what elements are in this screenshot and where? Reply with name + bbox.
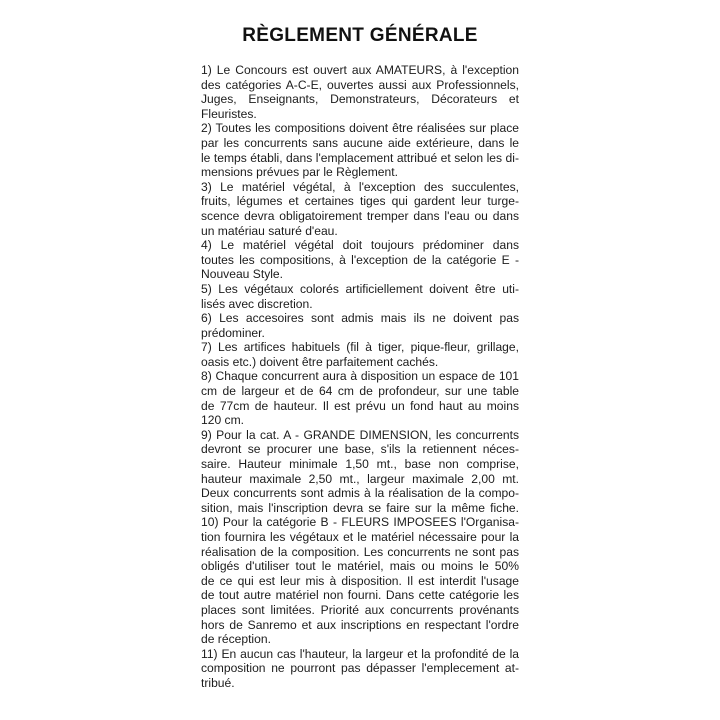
rule-paragraph-5: [201, 282, 519, 311]
rule-text-line: Juges, Enseignants, Demonstrateurs, Décorateurs et: [201, 92, 519, 107]
rule-text-line: toutes les compositions, à l'exception de la catégorie E -: [201, 252, 519, 267]
rule-text-line: de 77cm de hauteur. Il est prévu un fond haut au moins: [201, 398, 519, 413]
rule-text-line: obligés d'utiliser tout le matériel, mais ou moins le 50%: [201, 559, 519, 574]
rule-text-line: 120 cm.: [201, 413, 245, 428]
rules-body: [201, 63, 519, 691]
rule-text-line: devront se procurer une base, s'ils la retiennent néces-: [201, 442, 519, 457]
rule-text-line: un matériau saturé d'eau.: [201, 223, 338, 238]
rule-text-line: oasis etc.) doivent être parfaitement cachés.: [201, 354, 439, 369]
rule-text-line: hauteur maximale 2,50 mt., largeur maximale 2,00 mt.: [201, 471, 519, 486]
rule-text-line: 2) Toutes les compositions doivent être réalisées sur place: [201, 121, 519, 136]
rule-text-line: fruits, légumes et certaines tiges qui gardent leur turge-: [201, 194, 519, 209]
rule-text-line: 1) Le Concours est ouvert aux AMATEURS, à l'exception: [201, 63, 519, 77]
rule-text-line: prédominer.: [201, 325, 265, 340]
rule-text-line: mensions prévues par le Règlement.: [201, 165, 398, 180]
rule-text-line: réalisation de la composition. Les concurrents ne sont pas: [201, 544, 519, 559]
rule-paragraph-2: [201, 121, 519, 179]
rule-paragraph-1: [201, 63, 519, 121]
rule-text-line: tion fournira les végétaux et le matériel nécessaire pour la: [201, 530, 519, 544]
rule-text-line: scence devra obligatoirement tremper dans l'eau ou dans: [201, 208, 519, 223]
rule-text-line: 10) Pour la catégorie B - FLEURS IMPOSEES l'Organisa-: [201, 515, 519, 530]
rule-paragraph-8: [201, 369, 519, 427]
rule-text-line: par les concurrents sans aucune aide extérieure, dans le: [201, 135, 519, 150]
rule-text-line: cm de largeur et de 64 cm de profondeur, sur une table: [201, 384, 519, 399]
rule-text-line: 4) Le matériel végétal doit toujours prédominer dans: [201, 238, 519, 253]
document-title: RÈGLEMENT GÉNÉRALE: [242, 25, 478, 46]
rule-paragraph-9: [201, 428, 519, 516]
rule-paragraph-11: [201, 647, 519, 691]
rule-text-line: 8) Chaque concurrent aura à disposition un espace de 101: [201, 369, 519, 384]
rule-text-line: 6) Les accesoires sont admis mais ils ne doivent pas: [201, 311, 519, 326]
rule-text-line: places sont limitées. Priorité aux concurrents provénants: [201, 602, 519, 617]
rule-text-line: de réception.: [201, 632, 271, 647]
rule-paragraph-10: [201, 515, 519, 646]
rule-paragraph-4: [201, 238, 519, 282]
rule-text-line: Nouveau Style.: [201, 267, 284, 282]
rule-text-line: saire. Hauteur minimale 1,50 mt., base non comprise,: [201, 457, 519, 472]
rule-paragraph-7: [201, 340, 519, 369]
rule-paragraph-6: [201, 311, 519, 340]
rule-text-line: des catégories A-C-E, ouvertes aussi aux Professionnels,: [201, 77, 519, 92]
rule-text-line: Deux concurrents sont admis à la réalisation de la compo-: [201, 486, 519, 501]
rule-paragraph-3: [201, 180, 519, 238]
rule-text-line: de tout autre matériel non fourni. Dans cette catégorie les: [201, 588, 519, 603]
rule-text-line: le temps établi, dans l'emplacement attribué et selon les di-: [201, 150, 519, 165]
rule-text-line: 3) Le matériel végétal, à l'exception des succulentes,: [201, 179, 519, 194]
rule-text-line: hors de Sanremo et aux inscriptions en respectant l'ordre: [201, 617, 519, 632]
rule-text-line: sition, mais l'inscription devra se faire sur la même fiche.: [201, 500, 519, 515]
rule-text-line: 11) En aucun cas l'hauteur, la largeur et la profondité de la: [201, 646, 519, 661]
rule-text-line: composition ne pourront pas dépasser l'emplecement at-: [201, 661, 519, 676]
rule-text-line: 9) Pour la cat. A - GRANDE DIMENSION, les concurrents: [201, 427, 519, 442]
rule-text-line: lisés avec discretion.: [201, 296, 313, 311]
rule-text-line: Fleuristes.: [201, 106, 257, 121]
rule-text-line: 5) Les végétaux colorés artificiellement doivent être uti-: [201, 281, 519, 296]
rule-text-line: tribué.: [201, 675, 235, 690]
rule-text-line: 7) Les artifices habituels (fil à tiger, pique-fleur, grillage,: [201, 340, 519, 355]
rule-text-line: de ce qui est leur mis à disposition. Il est interdit l'usage: [201, 573, 519, 588]
